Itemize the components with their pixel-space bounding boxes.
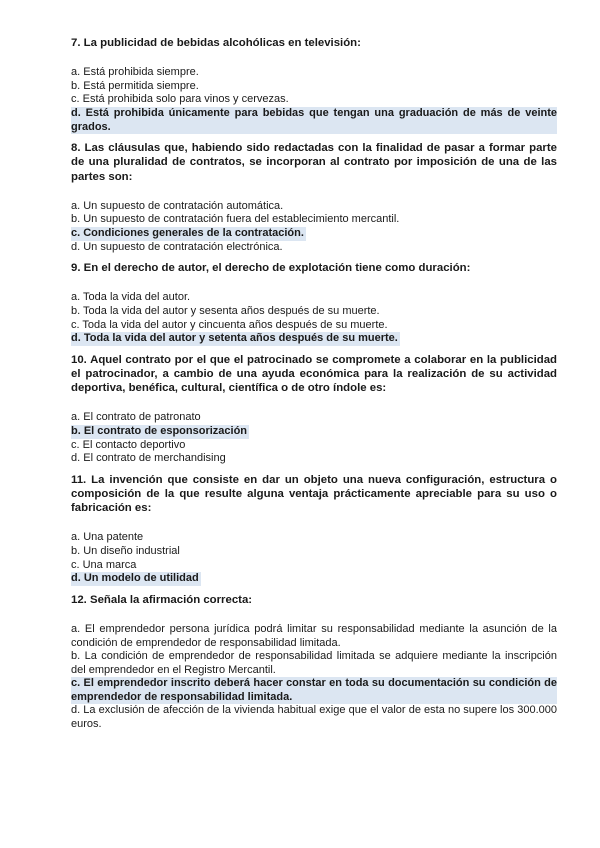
option-b: b. Está permitida siempre.	[71, 79, 199, 92]
question-9	[71, 261, 557, 346]
question-8	[71, 141, 557, 254]
option-a: a. Una patente	[71, 531, 144, 544]
option-d-correct: d. Toda la vida del autor y setenta años después de su muerte.	[71, 332, 398, 345]
question-text: 9. En el derecho de autor, el derecho de explotación tiene como duración:	[71, 262, 471, 275]
question-text: 7. La publicidad de bebidas alcohólicas en televisión:	[71, 37, 361, 49]
question-11	[71, 473, 557, 586]
option-list	[71, 291, 557, 345]
option-c: c. Toda la vida del autor y cincuenta años después de su muerte.	[71, 318, 388, 331]
option-d: d. El contrato de merchandising	[71, 452, 226, 465]
question-text: 11. La invención que consiste en dar un objeto una nueva configuración, estructura o composición de la que resulte alguna ventaja prácticamente apreciable para su uso o fabricación es:	[71, 473, 557, 515]
question-text: 8. Las cláusulas que, habiendo sido redactadas con la finalidad de pasar a formar parte de una pluralidad de contratos, se incorporan al contrato por imposición de una de las partes son:	[71, 142, 557, 183]
option-c: c. Está prohibida solo para vinos y cervezas.	[71, 93, 289, 106]
option-d: d. La exclusión de afección de la vivienda habitual exige que el valor de esta no supere los 300.000 euros.	[71, 704, 557, 731]
option-b: b. Toda la vida del autor y sesenta años después de su muerte.	[71, 304, 380, 317]
option-a: a. El contrato de patronato	[71, 411, 201, 424]
option-d-correct: d. Un modelo de utilidad	[71, 572, 199, 585]
question-12	[71, 593, 557, 732]
option-list	[71, 411, 557, 465]
option-c-correct: c. Condiciones generales de la contratación.	[71, 226, 304, 239]
option-list	[71, 531, 557, 585]
option-b: b. Un supuesto de contratación fuera del establecimiento mercantil.	[71, 213, 400, 226]
option-d-correct: d. Está prohibida únicamente para bebidas que tengan una graduación de más de veinte grados.	[71, 106, 557, 133]
option-d: d. Un supuesto de contratación electrónica.	[71, 240, 283, 253]
option-list	[71, 200, 557, 254]
option-a: a. Está prohibida siempre.	[71, 66, 199, 79]
option-c: c. El contacto deportivo	[71, 438, 186, 451]
question-7	[71, 36, 557, 134]
question-text: 12. Señala la afirmación correcta:	[71, 593, 253, 606]
questions-container	[71, 36, 557, 739]
question-text: 10. Aquel contrato por el que el patrocinado se compromete a colaborar en la publicidad el patrocinador, a cambio de una ayuda económica para la realización de su actividad deportiva, benéfica, cultural, científica o de otro índole es:	[71, 353, 557, 395]
option-c: c. Una marca	[71, 558, 137, 571]
option-c-correct: c. El emprendedor inscrito deberá hacer constar en toda su documentación su condición de emprendedor de responsabilidad limitada.	[71, 677, 557, 703]
option-b: b. La condición de emprendedor de responsabilidad limitada se adquiere mediante la inscripción del emprendedor en el Registro Mercantil.	[71, 650, 557, 676]
option-list	[71, 66, 557, 134]
question-10	[71, 353, 557, 466]
option-a: a. Toda la vida del autor.	[71, 291, 191, 304]
option-a: a. Un supuesto de contratación automática.	[71, 199, 284, 212]
option-a: a. El emprendedor persona jurídica podrá limitar su responsabilidad mediante la asunción de la condición de emprendedor de responsabilidad limitada.	[71, 622, 557, 649]
option-b: b. Un diseño industrial	[71, 544, 180, 557]
option-list	[71, 623, 557, 732]
option-b-correct: b. El contrato de esponsorización	[71, 424, 248, 437]
